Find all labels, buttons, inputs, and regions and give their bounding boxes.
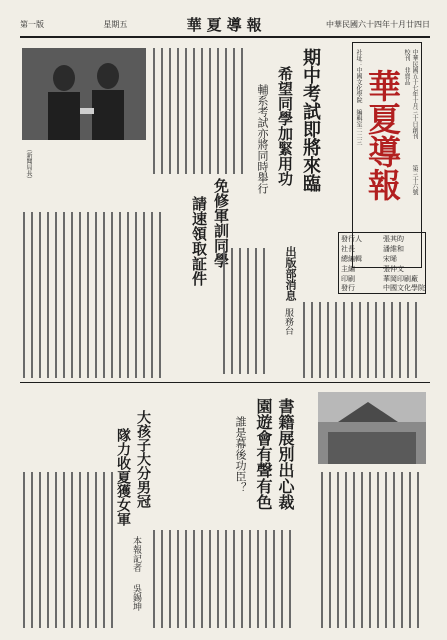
midterm-headline-sub: 希望同學加緊用功 [276, 66, 294, 186]
bottom-left-body-lines [20, 470, 120, 630]
newspaper-name: 華夏導報 [186, 15, 267, 34]
top-rule [20, 36, 430, 38]
publisher-info: 社址：中國文化學院 編輯室二二三 [355, 49, 362, 145]
bottom-mid-body-lines [150, 470, 310, 630]
masthead-logo: 華夏導報 [363, 69, 402, 201]
midterm-headline-main: 期中考試即將來臨 [300, 48, 321, 192]
issue-number: 第三十六號 [411, 165, 418, 195]
photo-figures [22, 48, 146, 140]
staff-role: 社長 [341, 245, 355, 253]
military-headline-main: 免修軍訓同學 [212, 178, 230, 268]
exhibit-headline-sub: 園遊會有聲有色 [254, 398, 273, 510]
news-photo [22, 48, 146, 140]
staff-name: 張其昀 [383, 235, 404, 243]
photo-caption: （新聞局長） [25, 146, 32, 182]
basketball-headline-sub: 隊力收夏獲女軍 [115, 428, 131, 526]
staff-role: 主編 [341, 265, 355, 273]
staff-box [338, 232, 426, 294]
military-headline-sub: 請速領取証件 [190, 196, 208, 286]
right-body-lines [300, 300, 424, 380]
top-bar [20, 14, 430, 34]
campus-scene [318, 392, 426, 464]
byline-label: 本報記者 [131, 536, 141, 572]
publishing-body-lines [220, 246, 276, 376]
issue-label: 校刊 非賣品 [403, 49, 410, 85]
bottom-right-body-lines [318, 470, 426, 630]
section-rule [20, 382, 430, 383]
exhibit-headline-main: 書籍展別出心裁 [276, 398, 295, 510]
page-number: 第一版 [20, 19, 44, 29]
staff-name: 中國文化學院 [383, 284, 425, 292]
staff-role: 發行人 [341, 235, 362, 243]
staff-name: 張仲文 [383, 265, 404, 273]
staff-role: 總編輯 [341, 255, 362, 263]
campus-photo [318, 392, 426, 464]
staff-name: 華岡印刷廠 [383, 275, 418, 283]
issue-date: 中華民國六十四年十月廿四日 [326, 19, 430, 29]
basketball-headline-main: 大孩子大分男冠 [135, 410, 151, 508]
midterm-headline-small: 輔系考試亦將同時舉行 [256, 84, 269, 194]
weekday: 星期五 [103, 19, 128, 29]
exhibit-headline-small: 誰是幕後功臣？ [234, 416, 247, 493]
left-body-lines [20, 210, 170, 380]
staff-name: 宋晞 [383, 255, 397, 263]
byline-name: 吳錫坤 [131, 584, 141, 611]
midterm-body-lines [150, 46, 250, 176]
staff-role: 印刷 [341, 275, 355, 283]
registration-text: 中華民國五十七年十月三十日創刊 [411, 49, 418, 139]
staff-name: 潘維和 [383, 245, 404, 253]
publishing-headline: 出版部消息 [284, 246, 297, 301]
publishing-subhead: 服務台 [283, 308, 293, 335]
staff-role: 發行 [341, 284, 355, 292]
